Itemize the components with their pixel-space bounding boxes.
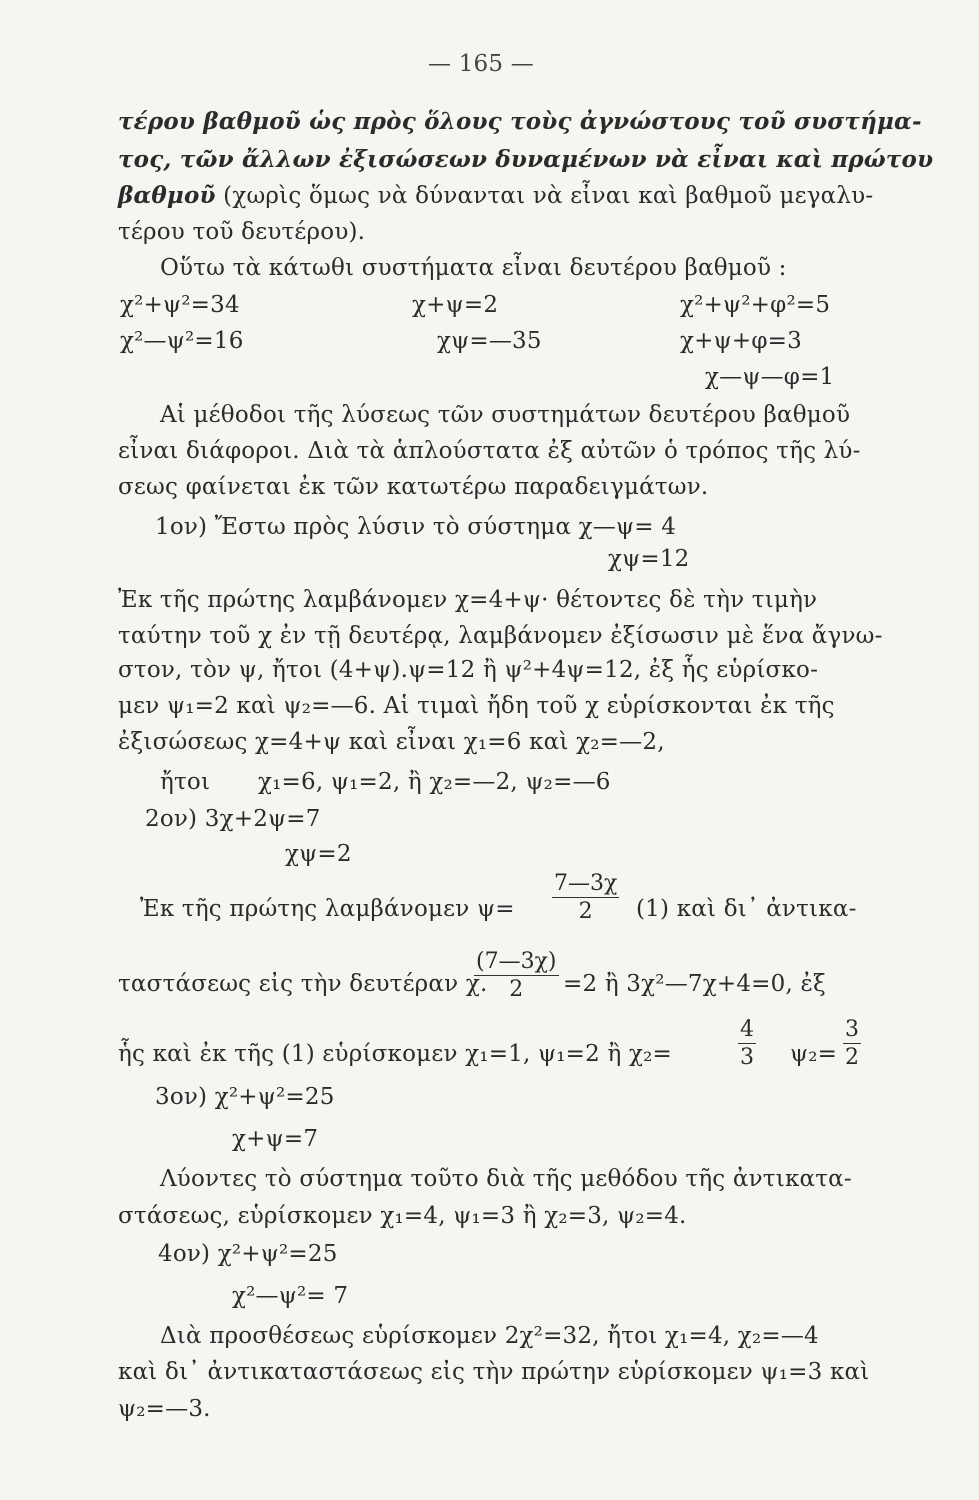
eq-1c: χ²+ψ²+φ²=5	[680, 292, 831, 318]
page-number: — 165 —	[428, 51, 534, 77]
text-line-16b: =2 ἢ 3χ²—7χ+4=0, ἐξ	[563, 971, 826, 997]
eq-1b: χ+ψ=2	[412, 292, 499, 318]
text-line-6: Αἱ μέθοδοι τῆς λύσεως τῶν συστημάτων δευτέρου βαθμοῦ	[160, 402, 851, 428]
fraction-2	[474, 950, 559, 1002]
text-line-19: στάσεως, εὑρίσκομεν χ₁=4, ψ₁=3 ἢ χ₂=3, ψ₂=4.	[118, 1203, 687, 1229]
text-line-17b: ψ₂=	[790, 1041, 838, 1067]
fraction-2-num: (7—3χ)	[476, 949, 557, 974]
example-4: 4ον) χ²+ψ²=25	[158, 1241, 338, 1267]
text-line-15b: (1) καὶ δι᾿ ἀντικα-	[636, 896, 857, 922]
text-line-20: Διὰ προσθέσεως εὑρίσκομεν 2χ²=32, ἤτοι χ₁=4, χ₂=—4	[160, 1323, 819, 1349]
text-line-8: σεως φαίνεται ἐκ τῶν κατωτέρω παραδειγμάτων.	[118, 474, 709, 500]
fraction-4-num: 3	[845, 1017, 859, 1042]
text-line-17a: ἧς καὶ ἐκ τῆς (1) εὑρίσκομεν χ₁=1, ψ₁=2 ἢ χ₂=	[118, 1041, 673, 1067]
fraction-4	[843, 1018, 861, 1070]
fraction-3-num: 4	[740, 1017, 754, 1042]
fraction-1-den: 2	[578, 899, 593, 924]
text-line-2: τος, τῶν ἄλλων ἐξισώσεων δυναμένων νὰ εἶναι καὶ πρώτου	[118, 146, 934, 173]
fraction-4-den: 2	[845, 1045, 859, 1070]
example-1: 1ον) Ἔστω πρὸς λύσιν τὸ σύστημα χ—ψ= 4	[155, 514, 677, 540]
text-line-3	[118, 182, 873, 210]
text-line-5: Οὕτω τὰ κάτωθι συστήματα εἶναι δευτέρου βαθμοῦ :	[160, 255, 787, 281]
text-line-3-italic: βαθμοῦ	[118, 182, 216, 209]
text-line-22: ψ₂=—3.	[118, 1396, 211, 1422]
text-line-1: τέρου βαθμοῦ ὡς πρὸς ὅλους τοὺς ἀγνώστους τοῦ συστήμα-	[118, 108, 922, 135]
eq-2a: χ²—ψ²=16	[120, 328, 244, 354]
text-line-16a: ταστάσεως εἰς τὴν δευτέραν χ.	[118, 971, 488, 997]
example-3-eq2: χ+ψ=7	[232, 1126, 319, 1152]
example-2: 2ον) 3χ+2ψ=7	[145, 806, 321, 832]
eq-1a: χ²+ψ²=34	[120, 292, 240, 318]
example-4-eq2: χ²—ψ²= 7	[232, 1283, 349, 1309]
eq-3c: χ—ψ—φ=1	[705, 364, 835, 390]
text-line-14b: χ₁=6, ψ₁=2, ἢ χ₂=—2, ψ₂=—6	[258, 769, 611, 795]
text-line-21: καὶ δι᾿ ἀντικαταστάσεως εἰς τὴν πρώτην εὑρίσκομεν ψ₁=3 καὶ	[118, 1359, 870, 1385]
fraction-3-den: 3	[740, 1045, 754, 1070]
eq-2c: χ+ψ+φ=3	[680, 328, 802, 354]
fraction-2-den: 2	[509, 977, 524, 1002]
text-line-14a: ἤτοι	[160, 769, 211, 795]
fraction-3	[738, 1018, 756, 1070]
text-line-9: Ἐκ τῆς πρώτης λαμβάνομεν χ=4+ψ· θέτοντες δὲ τὴν τιμὴν	[118, 587, 818, 613]
text-line-15a: Ἐκ τῆς πρώτης λαμβάνομεν ψ=	[140, 896, 515, 922]
text-line-10: ταύτην τοῦ χ ἐν τῇ δευτέρᾳ, λαμβάνομεν ἐξίσωσιν μὲ ἕνα ἄγνω-	[118, 623, 883, 649]
example-2-eq2: χψ=2	[285, 841, 352, 867]
text-line-3-rest: (χωρὶς ὅμως νὰ δύνανται νὰ εἶναι καὶ βαθμοῦ μεγαλυ-	[215, 183, 874, 209]
text-line-4: τέρου τοῦ δευτέρου).	[118, 219, 366, 245]
text-line-12: μεν ψ₁=2 καὶ ψ₂=—6. Αἱ τιμαὶ ἤδη τοῦ χ εὑρίσκονται ἐκ τῆς	[118, 693, 835, 719]
text-line-18: Λύοντες τὸ σύστημα τοῦτο διὰ τῆς μεθόδου τῆς ἀντικατα-	[160, 1166, 852, 1192]
fraction-1-num: 7—3χ	[554, 871, 618, 896]
fraction-1	[552, 872, 619, 924]
example-1-eq2: χψ=12	[608, 546, 690, 572]
text-line-7: εἶναι διάφοροι. Διὰ τὰ ἁπλούστατα ἐξ αὐτῶν ὁ τρόπος τῆς λύ-	[118, 438, 861, 464]
example-3: 3ον) χ²+ψ²=25	[155, 1084, 335, 1110]
text-line-11: στον, τὸν ψ, ἤτοι (4+ψ).ψ=12 ἢ ψ²+4ψ=12, ἐξ ἧς εὑρίσκο-	[118, 657, 819, 683]
eq-2b: χψ=—35	[437, 328, 542, 354]
text-line-13: ἐξισώσεως χ=4+ψ καὶ εἶναι χ₁=6 καὶ χ₂=—2,	[118, 729, 665, 755]
